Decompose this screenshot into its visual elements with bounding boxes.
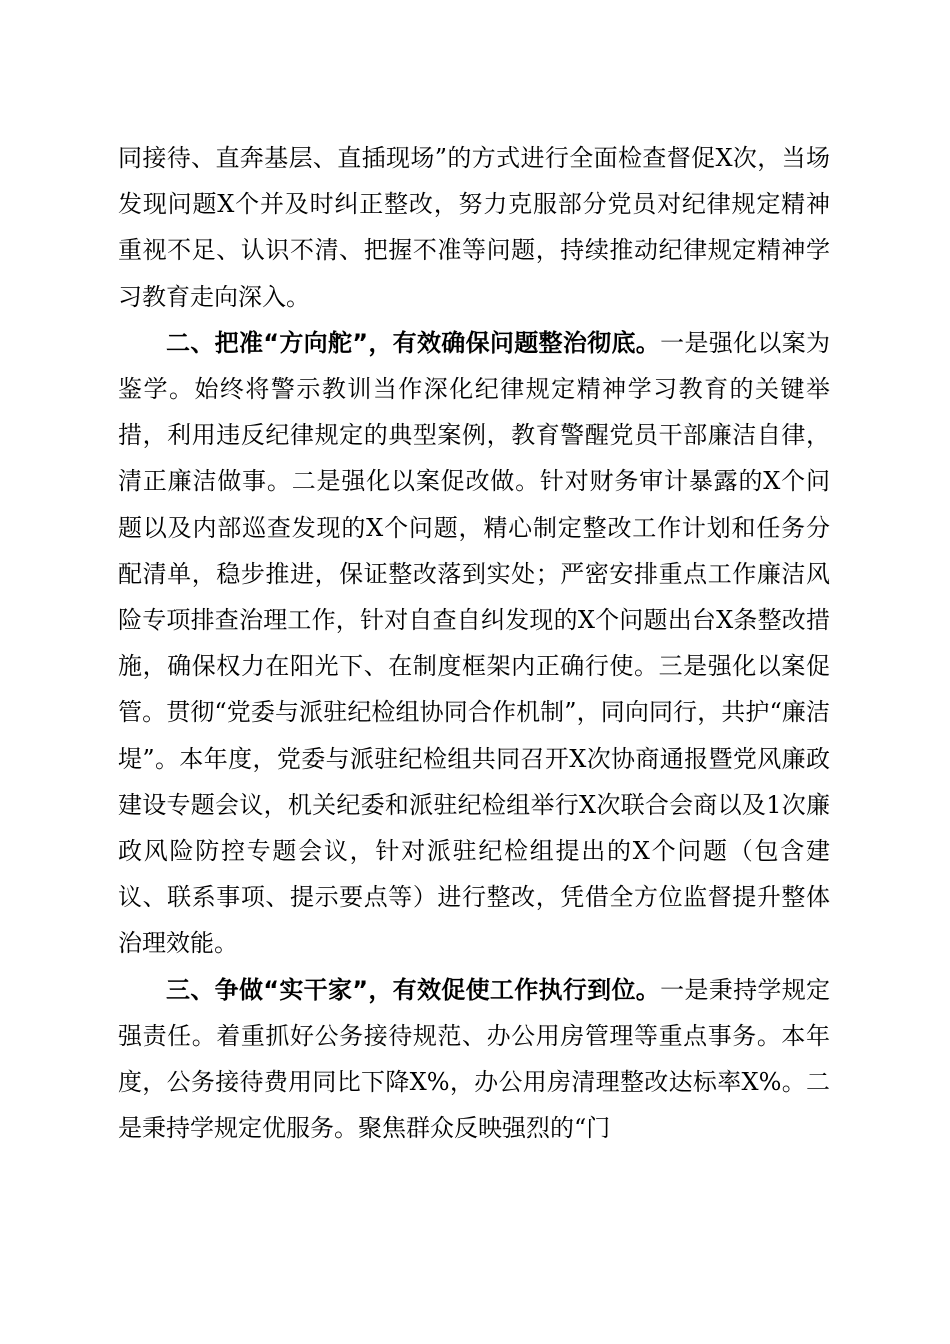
paragraph-body: 同接待、直奔基层、直插现场”的方式进行全面检查督促X次，当场发现问题X个并及时纠正整改，努力克服部分党员对纪律规定精神重视不足、认识不清、把握不准等问题，持续推动纪律规定精神学习教育走向深入。 — [118, 144, 830, 311]
section-two-body: 一是强化以案为鉴学。始终将警示教训当作深化纪律规定精神学习教育的关键举措，利用违反纪律规定的典型案例，教育警醒党员干部廉洁自律，清正廉洁做事。二是强化以案促改做。针对财务审计暴露的X个问题以及内部巡查发现的X个问题，精心制定整改工作计划和任务分配清单，稳步推进，保证整改落到实处；严密安排重点工作廉洁风险专项排查治理工作，针对自查自纠发现的X个问题出台X条整改措施，确保权力在阳光下、在制度框架内正确行使。三是强化以案促管。贯彻“党委与派驻纪检组协同合作机制”，同向同行，共护“廉洁堤”。本年度，党委与派驻纪检组共同召开X次协商通报暨党风廉政建设专题会议，机关纪委和派驻纪检组举行X次联合会商以及1次廉政风险防控专题会议，针对派驻纪检组提出的X个问题（包含建议、联系事项、提示要点等）进行整改，凭借全方位监督提升整体治理效能。 — [118, 328, 831, 958]
section-two-paragraph — [118, 320, 830, 967]
document-body — [118, 135, 830, 1151]
section-two-heading: 二、把准“方向舵”，有效确保问题整治彻底。 — [166, 328, 661, 357]
paragraph-continuation — [118, 135, 830, 320]
section-three-heading: 三、争做“实干家”，有效促使工作执行到位。 — [166, 975, 661, 1004]
section-three-body: 一是秉持学规定强责任。着重抓好公务接待规范、办公用房管理等重点事务。本年度，公务接待费用同比下降X%，办公用房清理整改达标率X%。二是秉持学规定优服务。聚焦群众反映强烈的“门 — [118, 975, 831, 1143]
section-three-paragraph — [118, 967, 830, 1152]
